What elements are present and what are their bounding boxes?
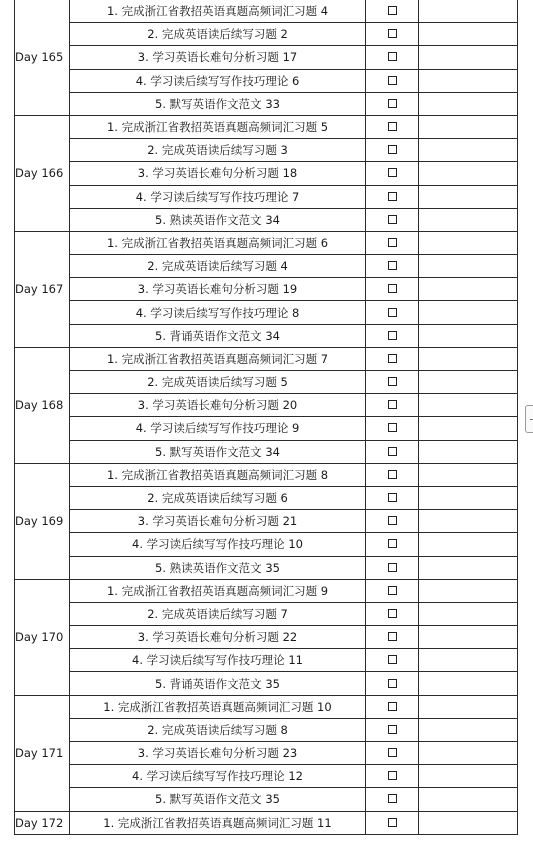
table-row: [15, 579, 518, 602]
task-checkbox-cell: [366, 208, 419, 231]
day-label: Day 171: [15, 695, 70, 811]
notes-cell: [419, 301, 518, 324]
task-checkbox-cell: [366, 231, 419, 254]
task-item: 2. 完成英语读后续写习题 8: [70, 718, 366, 741]
task-checkbox-cell: [366, 440, 419, 463]
checkbox-icon[interactable]: [388, 447, 397, 456]
table-row: [15, 46, 518, 69]
task-item: 1. 完成浙江省教招英语真题高频词汇习题 9: [70, 579, 366, 602]
checkbox-icon[interactable]: [388, 679, 397, 688]
notes-cell: [419, 394, 518, 417]
task-item: 2. 完成英语读后续写习题 3: [70, 139, 366, 162]
task-checkbox-cell: [366, 0, 419, 23]
task-item: 1. 完成浙江省教招英语真题高频词汇习题 5: [70, 115, 366, 138]
task-item: 1. 完成浙江省教招英语真题高频词汇习题 6: [70, 231, 366, 254]
notes-cell: [419, 556, 518, 579]
side-collapse-handle[interactable]: [525, 405, 533, 433]
task-checkbox-cell: [366, 69, 419, 92]
task-item: 4. 学习读后续写写作技巧理论 9: [70, 417, 366, 440]
task-item: 4. 学习读后续写写作技巧理论 10: [70, 533, 366, 556]
day-label: Day 168: [15, 347, 70, 463]
notes-cell: [419, 626, 518, 649]
notes-cell: [419, 463, 518, 486]
task-item: 4. 学习读后续写写作技巧理论 12: [70, 765, 366, 788]
checkbox-icon[interactable]: [388, 308, 397, 317]
checkbox-icon[interactable]: [388, 6, 397, 15]
task-checkbox-cell: [366, 765, 419, 788]
task-item: 3. 学习英语长难句分析习题 19: [70, 278, 366, 301]
task-checkbox-cell: [366, 811, 419, 834]
task-item: 2. 完成英语读后续写习题 7: [70, 602, 366, 625]
notes-cell: [419, 371, 518, 394]
day-label: Day 166: [15, 115, 70, 231]
task-checkbox-cell: [366, 579, 419, 602]
checkbox-icon[interactable]: [388, 331, 397, 340]
task-item: 3. 学习英语长难句分析习题 18: [70, 162, 366, 185]
task-item: 5. 背诵英语作文范文 34: [70, 324, 366, 347]
task-checkbox-cell: [366, 162, 419, 185]
table-row: [15, 231, 518, 254]
checkbox-icon[interactable]: [388, 493, 397, 502]
checkbox-icon[interactable]: [388, 192, 397, 201]
table-row: [15, 115, 518, 138]
task-checkbox-cell: [366, 417, 419, 440]
task-item: 3. 学习英语长难句分析习题 23: [70, 742, 366, 765]
checkbox-icon[interactable]: [388, 470, 397, 479]
checkbox-icon[interactable]: [388, 655, 397, 664]
table-row: [15, 394, 518, 417]
notes-cell: [419, 649, 518, 672]
notes-cell: [419, 602, 518, 625]
task-checkbox-cell: [366, 185, 419, 208]
notes-cell: [419, 92, 518, 115]
table-row: [15, 324, 518, 347]
task-item: 1. 完成浙江省教招英语真题高频词汇习题 8: [70, 463, 366, 486]
notes-cell: [419, 579, 518, 602]
table-row: [15, 278, 518, 301]
notes-cell: [419, 115, 518, 138]
table-row: [15, 417, 518, 440]
task-checkbox-cell: [366, 92, 419, 115]
task-checkbox-cell: [366, 533, 419, 556]
table-row: [15, 162, 518, 185]
checkbox-icon[interactable]: [388, 563, 397, 572]
table-row: [15, 371, 518, 394]
checkbox-icon[interactable]: [388, 725, 397, 734]
day-label: Day 167: [15, 231, 70, 347]
checkbox-icon[interactable]: [388, 261, 397, 270]
table-row: [15, 69, 518, 92]
notes-cell: [419, 69, 518, 92]
task-checkbox-cell: [366, 486, 419, 509]
task-checkbox-cell: [366, 139, 419, 162]
table-row: [15, 556, 518, 579]
table-row: [15, 139, 518, 162]
task-checkbox-cell: [366, 278, 419, 301]
task-item: 1. 完成浙江省教招英语真题高频词汇习题 4: [70, 0, 366, 23]
notes-cell: [419, 23, 518, 46]
day-label: Day 169: [15, 463, 70, 579]
task-item: 5. 熟读英语作文范文 35: [70, 556, 366, 579]
table-row: [15, 788, 518, 811]
notes-cell: [419, 324, 518, 347]
table-row: [15, 510, 518, 533]
notes-cell: [419, 742, 518, 765]
checkbox-icon[interactable]: [388, 632, 397, 641]
notes-cell: [419, 695, 518, 718]
table-row: [15, 718, 518, 741]
task-checkbox-cell: [366, 255, 419, 278]
table-row: [15, 602, 518, 625]
task-item: 5. 背诵英语作文范文 35: [70, 672, 366, 695]
task-checkbox-cell: [366, 556, 419, 579]
notes-cell: [419, 162, 518, 185]
notes-cell: [419, 255, 518, 278]
checkbox-icon[interactable]: [388, 122, 397, 131]
checkbox-icon[interactable]: [388, 354, 397, 363]
notes-cell: [419, 0, 518, 23]
task-item: 2. 完成英语读后续写习题 2: [70, 23, 366, 46]
notes-cell: [419, 185, 518, 208]
table-row: [15, 255, 518, 278]
task-checkbox-cell: [366, 672, 419, 695]
task-checkbox-cell: [366, 718, 419, 741]
checkbox-icon[interactable]: [388, 516, 397, 525]
task-item: 5. 熟读英语作文范文 34: [70, 208, 366, 231]
day-label: Day 170: [15, 579, 70, 695]
checkbox-icon[interactable]: [388, 99, 397, 108]
notes-cell: [419, 486, 518, 509]
checkbox-icon[interactable]: [388, 586, 397, 595]
table-row: [15, 626, 518, 649]
table-row: [15, 185, 518, 208]
checkbox-icon[interactable]: [388, 423, 397, 432]
task-item: 5. 默写英语作文范文 35: [70, 788, 366, 811]
notes-cell: [419, 139, 518, 162]
checkbox-icon[interactable]: [388, 748, 397, 757]
checkbox-icon[interactable]: [388, 145, 397, 154]
task-item: 3. 学习英语长难句分析习题 17: [70, 46, 366, 69]
checkbox-icon[interactable]: [388, 215, 397, 224]
table-row: [15, 347, 518, 370]
table-row: [15, 649, 518, 672]
checkbox-icon[interactable]: [388, 702, 397, 711]
task-checkbox-cell: [366, 324, 419, 347]
table-row: [15, 672, 518, 695]
checkbox-icon[interactable]: [388, 168, 397, 177]
checkbox-icon[interactable]: [388, 539, 397, 548]
task-item: 4. 学习读后续写写作技巧理论 6: [70, 69, 366, 92]
study-plan-table: [14, 0, 518, 835]
task-checkbox-cell: [366, 626, 419, 649]
table-row: [15, 23, 518, 46]
table-row: [15, 533, 518, 556]
day-label: Day 165: [15, 0, 70, 115]
checkbox-icon[interactable]: [388, 818, 397, 827]
checkbox-icon[interactable]: [388, 794, 397, 803]
task-checkbox-cell: [366, 649, 419, 672]
notes-cell: [419, 231, 518, 254]
task-checkbox-cell: [366, 742, 419, 765]
checkbox-icon[interactable]: [388, 284, 397, 293]
task-checkbox-cell: [366, 788, 419, 811]
checkbox-icon[interactable]: [388, 29, 397, 38]
notes-cell: [419, 278, 518, 301]
checkbox-icon[interactable]: [388, 52, 397, 61]
task-checkbox-cell: [366, 46, 419, 69]
table-row: [15, 695, 518, 718]
task-checkbox-cell: [366, 394, 419, 417]
notes-cell: [419, 440, 518, 463]
table-row: [15, 463, 518, 486]
task-item: 1. 完成浙江省教招英语真题高频词汇习题 10: [70, 695, 366, 718]
notes-cell: [419, 417, 518, 440]
task-item: 1. 完成浙江省教招英语真题高频词汇习题 7: [70, 347, 366, 370]
notes-cell: [419, 533, 518, 556]
table-row: [15, 208, 518, 231]
task-item: 3. 学习英语长难句分析习题 21: [70, 510, 366, 533]
notes-cell: [419, 510, 518, 533]
table-row: [15, 92, 518, 115]
notes-cell: [419, 347, 518, 370]
notes-cell: [419, 46, 518, 69]
checkbox-icon[interactable]: [388, 76, 397, 85]
notes-cell: [419, 718, 518, 741]
task-item: 3. 学习英语长难句分析习题 20: [70, 394, 366, 417]
task-checkbox-cell: [366, 695, 419, 718]
task-item: 2. 完成英语读后续写习题 6: [70, 486, 366, 509]
notes-cell: [419, 788, 518, 811]
task-checkbox-cell: [366, 115, 419, 138]
task-item: 5. 默写英语作文范文 33: [70, 92, 366, 115]
checkbox-icon[interactable]: [388, 400, 397, 409]
task-item: 2. 完成英语读后续写习题 4: [70, 255, 366, 278]
study-plan-body: [15, 0, 518, 834]
notes-cell: [419, 811, 518, 834]
checkbox-icon[interactable]: [388, 238, 397, 247]
table-row: [15, 811, 518, 834]
table-row: [15, 0, 518, 23]
notes-cell: [419, 765, 518, 788]
task-item: 1. 完成浙江省教招英语真题高频词汇习题 11: [70, 811, 366, 834]
task-item: 2. 完成英语读后续写习题 5: [70, 371, 366, 394]
table-row: [15, 765, 518, 788]
notes-cell: [419, 672, 518, 695]
table-row: [15, 742, 518, 765]
task-item: 4. 学习读后续写写作技巧理论 7: [70, 185, 366, 208]
task-checkbox-cell: [366, 463, 419, 486]
checkbox-icon[interactable]: [388, 609, 397, 618]
checkbox-icon[interactable]: [388, 771, 397, 780]
task-checkbox-cell: [366, 510, 419, 533]
task-item: 3. 学习英语长难句分析习题 22: [70, 626, 366, 649]
table-row: [15, 440, 518, 463]
task-checkbox-cell: [366, 301, 419, 324]
task-item: 4. 学习读后续写写作技巧理论 8: [70, 301, 366, 324]
task-item: 4. 学习读后续写写作技巧理论 11: [70, 649, 366, 672]
table-row: [15, 301, 518, 324]
table-row: [15, 486, 518, 509]
task-checkbox-cell: [366, 23, 419, 46]
task-item: 5. 默写英语作文范文 34: [70, 440, 366, 463]
notes-cell: [419, 208, 518, 231]
checkbox-icon[interactable]: [388, 377, 397, 386]
task-checkbox-cell: [366, 602, 419, 625]
task-checkbox-cell: [366, 371, 419, 394]
task-checkbox-cell: [366, 347, 419, 370]
day-label: Day 172: [15, 811, 70, 834]
